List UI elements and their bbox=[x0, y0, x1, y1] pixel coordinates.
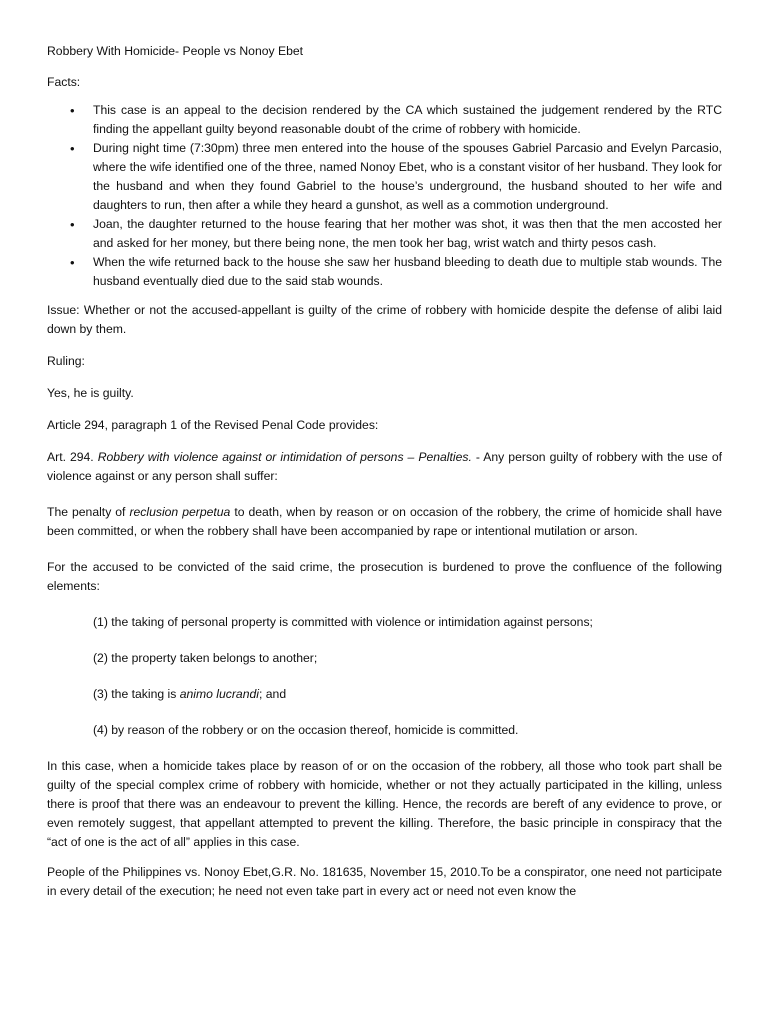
penalty-paragraph bbox=[47, 503, 722, 541]
fact-item: • During night time (7:30pm) three men entered into the house of the spouses Gabriel Parcasio and Evelyn Parcasio, where the wife identified one of the three, named Nonoy Ebet, who is a constant visitor of her husband. They look for the husband and when they found Gabriel to the house’s underground, the husband shouted to her wife and daughters to run, then after a while they heard a gunshot, as well as a commotion underground. bbox=[93, 139, 722, 215]
fact-item: • When the wife returned back to the house she saw her husband bleeding to death due to multiple stab wounds. The husband eventually died due to the said stab wounds. bbox=[93, 253, 722, 291]
article-title: Robbery with violence against or intimidation of persons – Penalties. bbox=[97, 450, 472, 464]
issue-label: Issue: bbox=[47, 303, 80, 317]
ruling-label: Ruling: bbox=[47, 354, 85, 368]
penalty-post: to death, when by reason or on occasion of the robbery, the crime of homicide shall have been committed, or when the robbery shall have been accompanied by rape or intentional mutilation or arson. bbox=[47, 505, 723, 538]
article-body: - Any person guilty of robbery with the use of violence against or any person shall suffer: bbox=[47, 450, 722, 483]
article-label: Art. 294. bbox=[47, 450, 94, 464]
element-3-pre: (3) the taking is bbox=[93, 687, 180, 701]
facts-label: Facts: bbox=[47, 75, 81, 89]
confluence-paragraph: For the accused to be convicted of the said crime, the prosecution is burdened to prove the confluence of the following elements: bbox=[47, 560, 722, 593]
element-item bbox=[47, 685, 722, 704]
penalty-term: reclusion perpetua bbox=[129, 505, 231, 519]
citation-paragraph: People of the Philippines vs. Nonoy Ebet,G.R. No. 181635, November 15, 2010.To be a conspirator, one need not participate in every detail of the execution; he need not even take part in every act or need not even know the bbox=[47, 865, 722, 898]
document-title: Robbery With Homicide- People vs Nonoy Ebet bbox=[47, 44, 304, 58]
analysis-paragraph: In this case, when a homicide takes place by reason of or on the occasion of the robbery, all those who took part shall be guilty of the special complex crime of robbery with homicide, whether or not they actually participated in the killing, unless there is proof that there was an endeavour to prevent the killing. Hence, the records are bereft of any evidence to prove, or even remotely suggest, that appellant attempted to prevent the killing. Therefore, the basic principle in conspiracy that the “act of one is the act of all” applies in this case. bbox=[47, 759, 722, 849]
fact-item: • This case is an appeal to the decision rendered by the CA which sustained the judgement rendered by the RTC finding the appellant guilty beyond reasonable doubt of the crime of robbery with homicide. bbox=[93, 101, 722, 139]
penalty-pre: The penalty of bbox=[47, 505, 130, 519]
issue-text: Whether or not the accused-appellant is guilty of the crime of robbery with homicide despite the defense of alibi laid down by them. bbox=[47, 303, 722, 336]
article-text bbox=[47, 448, 722, 486]
element-item: (4) by reason of the robbery or on the occasion thereof, homicide is committed. bbox=[93, 723, 519, 737]
facts-list bbox=[47, 101, 722, 291]
element-item: (2) the property taken belongs to another; bbox=[93, 651, 318, 665]
element-3-post: ; and bbox=[258, 687, 287, 701]
fact-item: • Joan, the daughter returned to the house fearing that her mother was shot, it was then that the men accosted her and asked for her money, but there being none, the men took her bag, wrist watch and thirty pesos cash. bbox=[93, 215, 722, 253]
ruling-answer: Yes, he is guilty. bbox=[47, 386, 134, 400]
element-3-term: animo lucrandi bbox=[179, 687, 259, 701]
element-item: (1) the taking of personal property is committed with violence or intimidation against persons; bbox=[93, 615, 593, 629]
issue-paragraph bbox=[47, 301, 722, 339]
article-intro: Article 294, paragraph 1 of the Revised Penal Code provides: bbox=[47, 418, 379, 432]
